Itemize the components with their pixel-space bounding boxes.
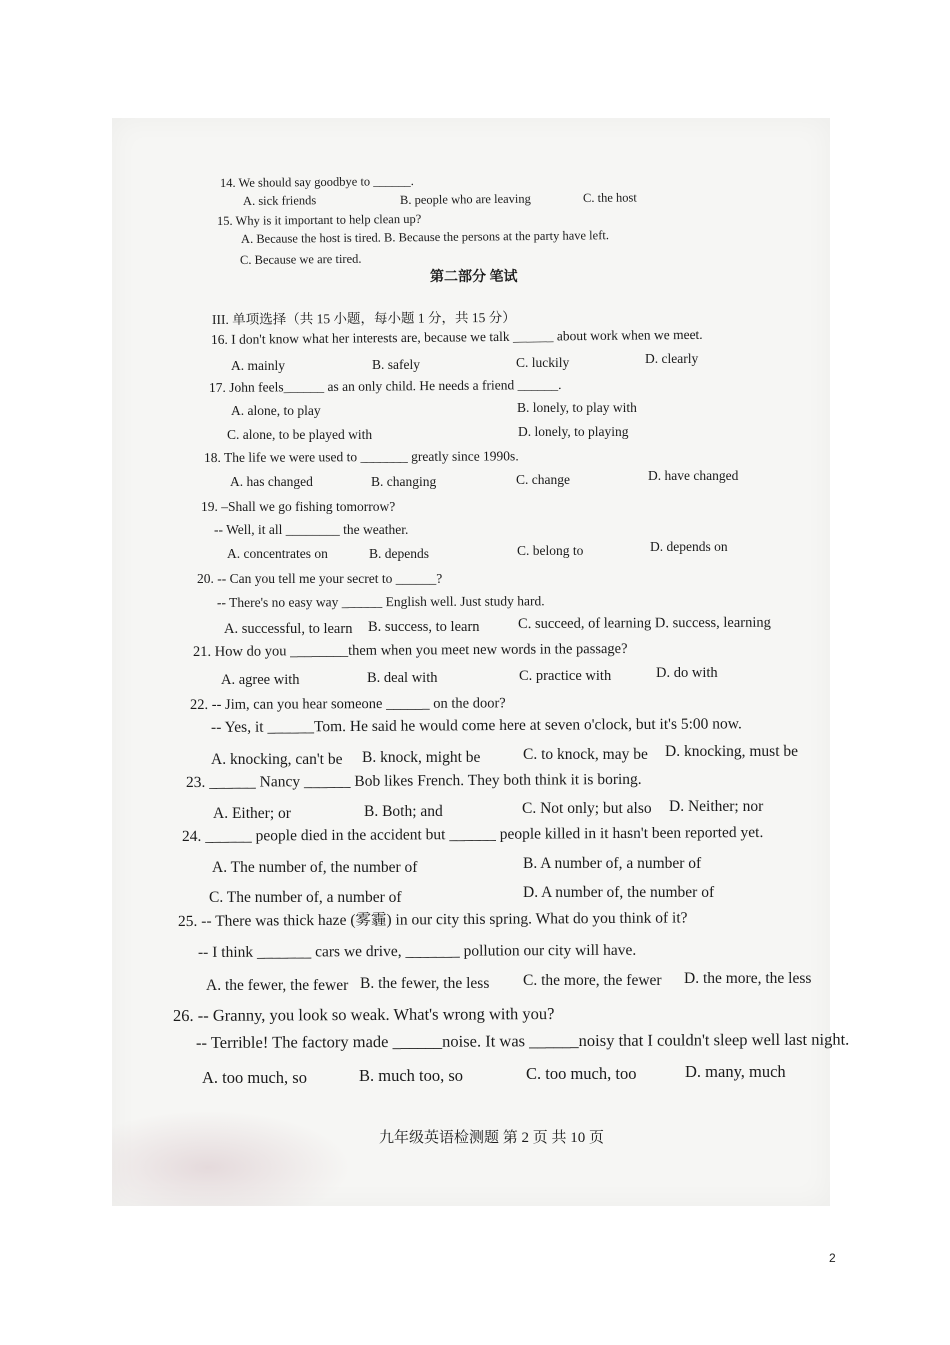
exam-text-line: 26. -- Granny, you look so weak. What's wrong with you?: [172, 1004, 555, 1025]
exam-text-line: B. much too, so: [359, 1066, 464, 1085]
exam-text-line: A. knocking, can't be: [211, 751, 343, 768]
exam-text-line: C. change: [516, 472, 570, 487]
exam-text-line: B. knock, might be: [362, 749, 481, 766]
exam-text-line: D. lonely, to playing: [518, 424, 629, 439]
exam-text-line: C. The number of, a number of: [209, 889, 402, 906]
exam-text-line: B. safely: [372, 357, 420, 372]
exam-text-line: A. Because the host is tired. B. Because the persons at the party have left.: [240, 228, 610, 246]
exam-text-line: D. clearly: [645, 351, 699, 366]
exam-text-line: B. success, to learn: [368, 619, 480, 635]
exam-text-line: D. the more, the less: [684, 970, 812, 987]
section-title: III. 单项选择（共 15 小题，每小题 1 分，共 15 分）: [211, 309, 516, 327]
exam-text-line: A. alone, to play: [231, 403, 321, 418]
exam-text-line: -- Well, it all ________ the weather.: [214, 522, 409, 537]
exam-text-line: A. the fewer, the fewer: [206, 977, 349, 994]
exam-text-line: C. practice with: [519, 668, 612, 684]
scan-smudge: [112, 1110, 352, 1206]
exam-text-line: A. Either; or: [213, 805, 291, 822]
exam-text-line: D. depends on: [650, 539, 728, 554]
exam-text-line: C. to knock, may be: [523, 746, 648, 763]
exam-text-line: 19. –Shall we go fishing tomorrow?: [201, 499, 396, 514]
exam-text-line: B. depends: [369, 546, 429, 561]
exam-text-line: B. Both; and: [364, 803, 443, 820]
section-heading: 第二部分 笔试: [430, 270, 518, 285]
exam-text-line: -- Yes, it ______Tom. He said he would come here at seven o'clock, but it's 5:00 now.: [210, 715, 742, 736]
exam-text-line: 18. The life we were used to _______ greatly since 1990s.: [203, 448, 519, 465]
exam-text-line: C. alone, to be played with: [227, 427, 373, 442]
exam-text-line: D. A number of, the number of: [523, 884, 715, 901]
exam-text-line: D. do with: [656, 665, 718, 681]
exam-text-line: C. belong to: [517, 543, 584, 558]
exam-text-line: C. luckily: [516, 355, 570, 370]
exam-text-line: -- Terrible! The factory made ______noise. It was ______noisy that I couldn't sleep well last night.: [195, 1029, 850, 1052]
exam-text-line: A. has changed: [230, 474, 313, 489]
exam-text-line: 17. John feels______ as an only child. He needs a friend ______.: [208, 376, 562, 395]
exam-text-line: A. agree with: [221, 672, 300, 688]
exam-text-line: A. too much, so: [202, 1068, 307, 1087]
exam-text-line: A. successful, to learn: [224, 621, 353, 637]
exam-text-line: 23. ______ Nancy ______ Bob likes French. They both think it is boring.: [185, 770, 642, 791]
page-number: 2: [829, 1251, 836, 1265]
exam-text-line: B. changing: [371, 474, 437, 489]
exam-text-line: B. A number of, a number of: [523, 855, 702, 872]
exam-text-line: B. deal with: [367, 670, 438, 686]
exam-text-line: D. Neither; nor: [669, 798, 764, 815]
exam-text-line: 25. -- There was thick haze (雾霾) in our city this spring. What do you think of it?: [177, 909, 688, 930]
exam-text-line: -- There's no easy way ______ English well. Just study hard.: [216, 593, 545, 610]
exam-text-line: 21. How do you ________them when you meet new words in the passage?: [192, 640, 628, 660]
exam-text-line: 14. We should say goodbye to ______.: [219, 173, 414, 190]
exam-text-line: C. Not only; but also: [522, 800, 652, 817]
exam-text-line: B. the fewer, the less: [360, 975, 490, 992]
exam-text-line: C. the host: [582, 190, 637, 205]
exam-text-line: D. many, much: [685, 1062, 786, 1081]
exam-text-line: B. people who are leaving: [399, 191, 531, 207]
exam-text-line: B. lonely, to play with: [517, 400, 637, 415]
exam-text-line: C. Because we are tired.: [239, 251, 362, 267]
exam-text-line: D. have changed: [648, 468, 739, 483]
exam-text-line: A. mainly: [231, 358, 285, 373]
exam-text-line: C. too much, too: [526, 1064, 637, 1083]
exam-text-line: C. succeed, of learning D. success, learning: [517, 614, 771, 632]
exam-text-line: 16. I don't know what her interests are, because we talk ______ about work when we meet.: [210, 326, 703, 347]
exam-text-line: D. knocking, must be: [665, 743, 799, 760]
exam-text-line: 24. ______ people died in the accident but ______ people killed in it hasn't been reported yet.: [181, 823, 764, 845]
exam-text-line: A. concentrates on: [227, 546, 328, 561]
exam-text-line: 20. -- Can you tell me your secret to ______?: [197, 571, 443, 586]
exam-text-line: -- I think _______ cars we drive, _______ pollution our city will have.: [197, 941, 637, 961]
exam-text-line: A. sick friends: [242, 193, 317, 208]
exam-text-line: 22. -- Jim, can you hear someone ______ on the door?: [189, 695, 506, 713]
exam-text-line: 15. Why is it important to help clean up?: [216, 211, 422, 228]
exam-text-line: C. the more, the fewer: [523, 972, 662, 989]
page-footer: 九年级英语检测题 第 2 页 共 10 页: [379, 1130, 605, 1146]
exam-text-line: A. The number of, the number of: [212, 859, 418, 876]
